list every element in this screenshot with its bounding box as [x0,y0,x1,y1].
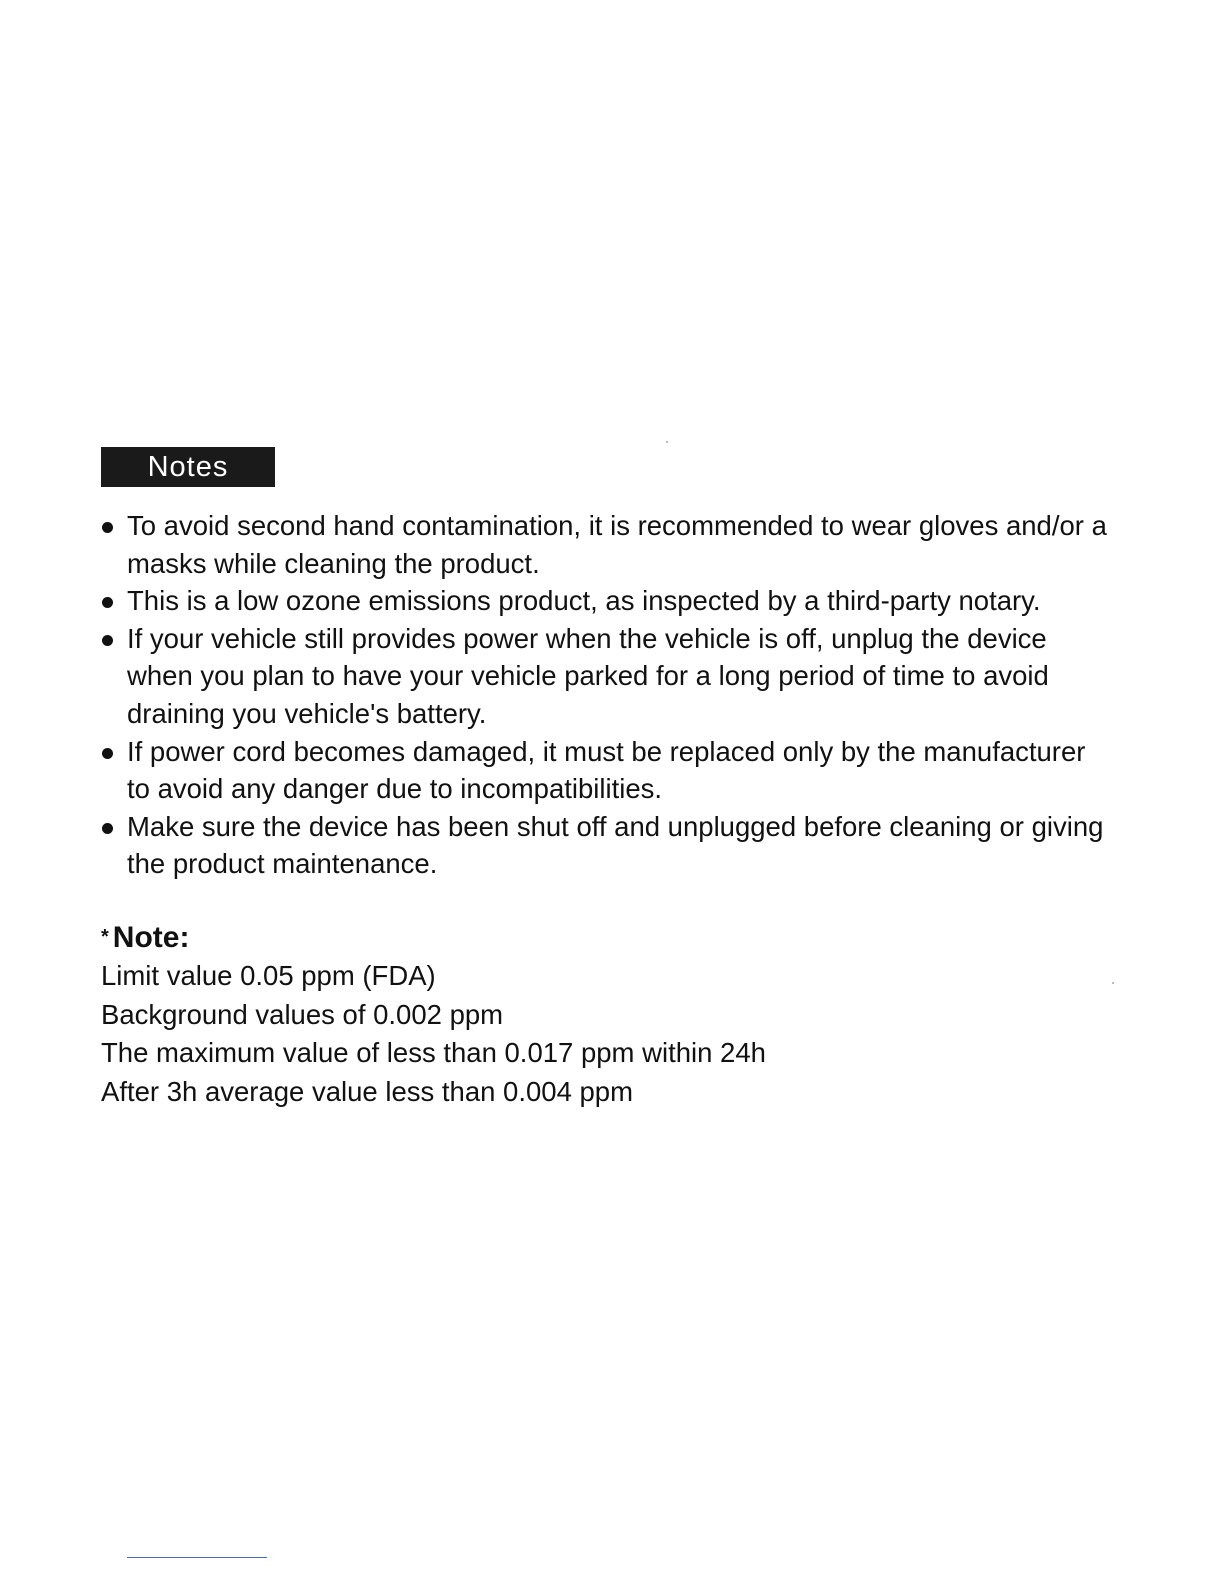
note-value-line: Limit value 0.05 ppm (FDA) [101,960,436,991]
notes-list [101,507,1111,883]
notes-item-text: Make sure the device has been shut off and unplugged before cleaning or giving the product maintenance. [127,810,1104,880]
note-value-line: The maximum value of less than 0.017 ppm within 24h [101,1037,766,1068]
note-heading [101,917,1001,957]
notes-item-text: This is a low ozone emissions product, as inspected by a third-party notary. [127,585,1041,617]
notes-list-item [101,620,1111,733]
notes-badge: Notes [101,447,275,487]
notes-list-item [101,582,1111,620]
note-values-list [101,957,1001,1111]
bullet-icon [102,597,113,608]
scan-speck [1112,982,1114,984]
bullet-icon [102,635,113,646]
ozone-note-section [101,917,1001,1111]
bullet-icon [102,823,113,834]
notes-list-item [101,507,1111,582]
notes-item-text: If power cord becomes damaged, it must be replaced only by the manufacturer to avoid any danger due to incompatibilities. [127,735,1086,805]
notes-list-item [101,733,1111,808]
bullet-icon [102,522,113,533]
asterisk: * [101,926,109,948]
bottom-rule [127,1557,267,1558]
note-heading-text: Note: [112,921,190,954]
note-value-line: Background values of 0.002 ppm [101,998,504,1030]
notes-item-text: To avoid second hand contamination, it is recommended to wear gloves and/or a masks while cleaning the product. [127,510,1107,579]
note-value-line: After 3h average value less than 0.004 ppm [101,1075,634,1107]
notes-item-text: If your vehicle still provides power when the vehicle is off, unplug the device when you plan to have your vehicle parked for a long period of time to avoid draining you vehicle's battery. [127,622,1049,729]
notes-list-item [101,808,1111,883]
bullet-icon [102,748,113,759]
scan-speck [666,441,668,443]
